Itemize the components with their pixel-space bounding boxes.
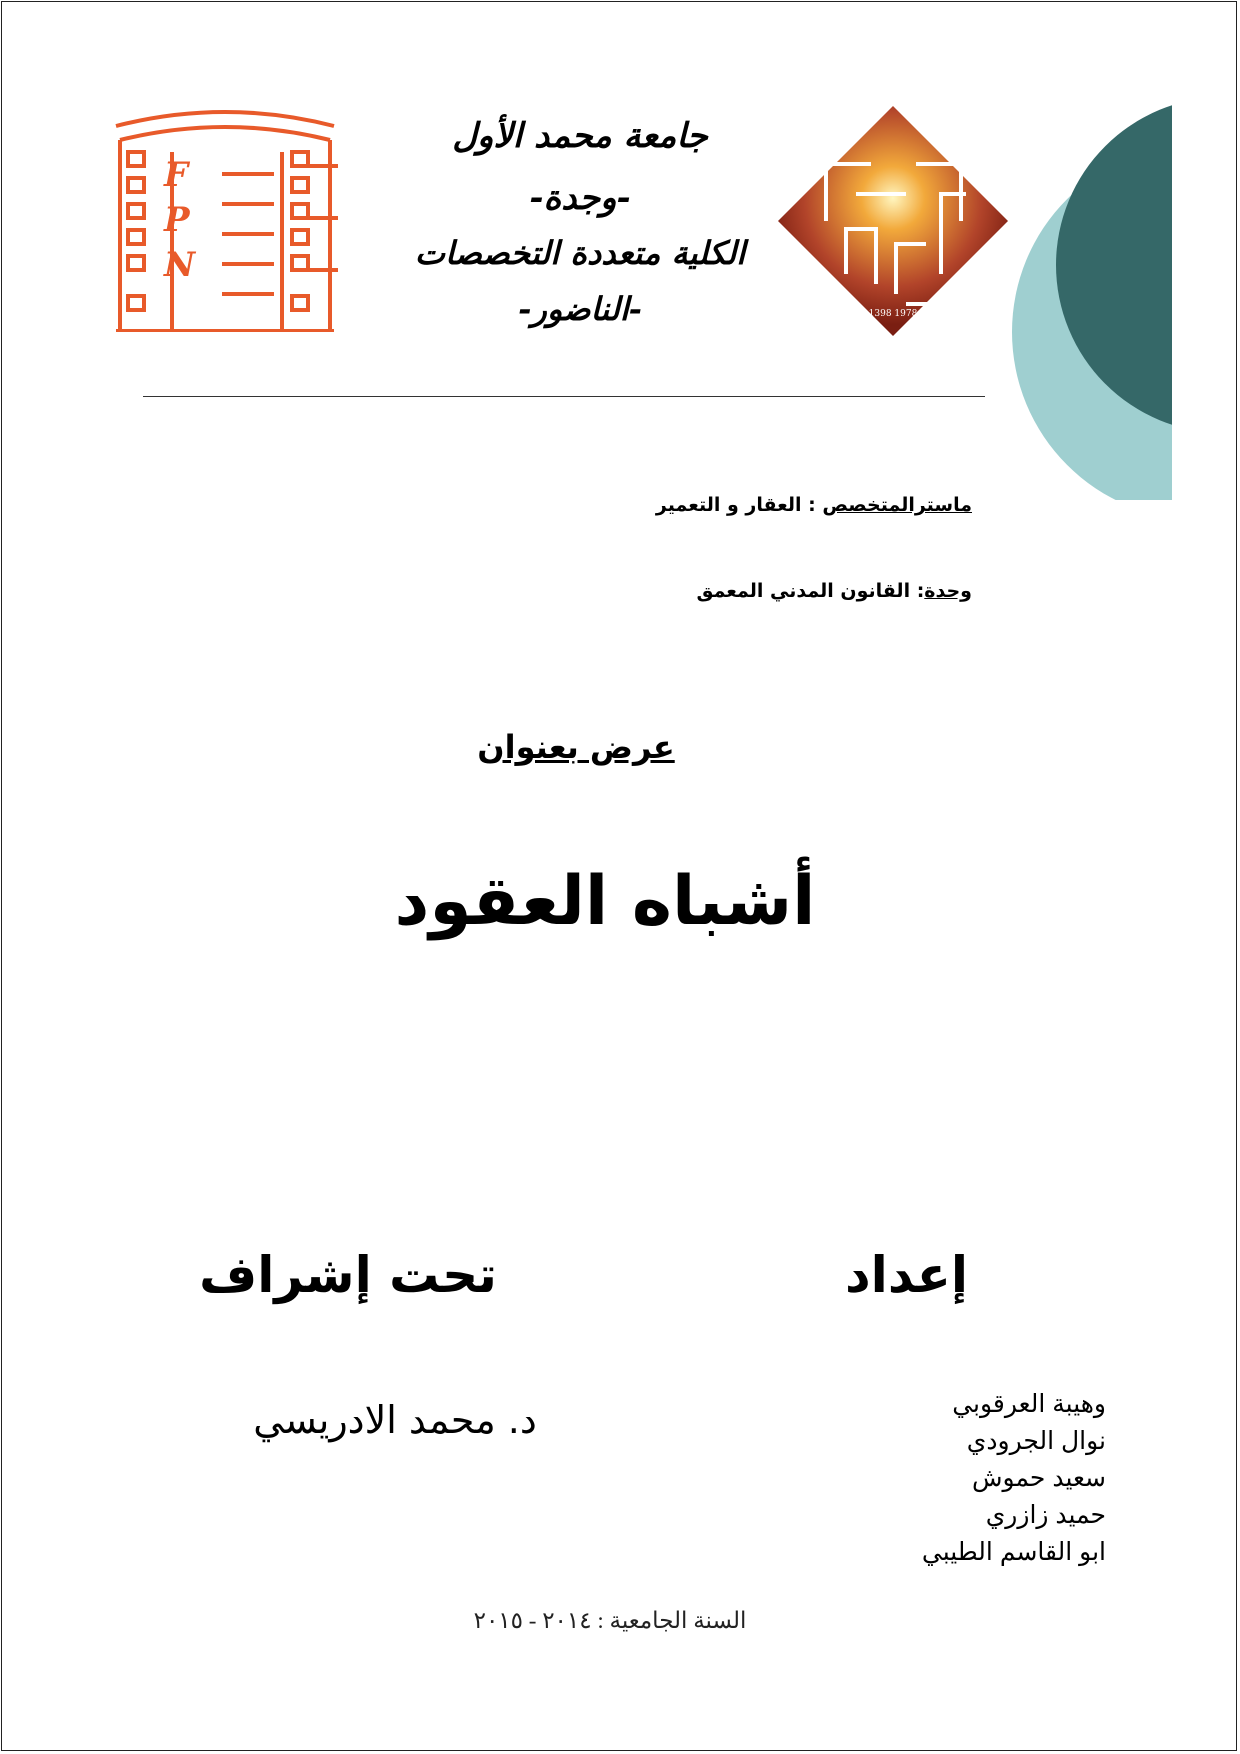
fpn-letter-p: P xyxy=(164,200,190,240)
student-name: نوال الجرودي xyxy=(966,1427,1106,1455)
supervisor-name: د. محمد الادريسي xyxy=(253,1398,537,1442)
student-name: وهيبة العرقوبي xyxy=(952,1390,1106,1418)
logo-years: 1398 1978 xyxy=(868,309,918,319)
fpn-letter-f: F xyxy=(164,155,189,195)
faculty-name: الكلية متعددة التخصصات xyxy=(414,234,746,272)
prepared-by-heading: إعداد xyxy=(845,1246,968,1304)
university-name: جامعة محمد الأول xyxy=(452,116,708,156)
unit-label: وحدة xyxy=(924,580,972,602)
presentation-title: أشباه العقود xyxy=(394,862,816,941)
students-list xyxy=(922,1386,1106,1571)
faculty-city: -الناضور- xyxy=(518,290,642,328)
master-label: ماسترالمتخصص xyxy=(822,494,972,516)
fpn-letter-n: N xyxy=(164,245,196,285)
university-logo xyxy=(776,104,1010,338)
master-value: : العقار و التعمير xyxy=(655,494,816,516)
unit-line xyxy=(696,580,972,602)
student-name: حميد زازري xyxy=(985,1501,1106,1529)
supervision-heading: تحت إشراف xyxy=(199,1246,497,1304)
academic-year: السنة الجامعية : ٢٠١٤ - ٢٠١٥ xyxy=(473,1608,747,1633)
master-line xyxy=(656,494,972,516)
unit-value: : القانون المدني المعمق xyxy=(696,580,925,602)
presentation-intro: عرض بعنوان xyxy=(477,728,675,766)
decorative-circles xyxy=(1000,70,1172,500)
header-divider xyxy=(143,396,985,397)
fpn-logo xyxy=(112,106,338,332)
student-name: ابو القاسم الطيبي xyxy=(921,1538,1106,1566)
university-city: -وجدة- xyxy=(529,178,631,218)
student-name: سعيد حموش xyxy=(972,1464,1106,1492)
